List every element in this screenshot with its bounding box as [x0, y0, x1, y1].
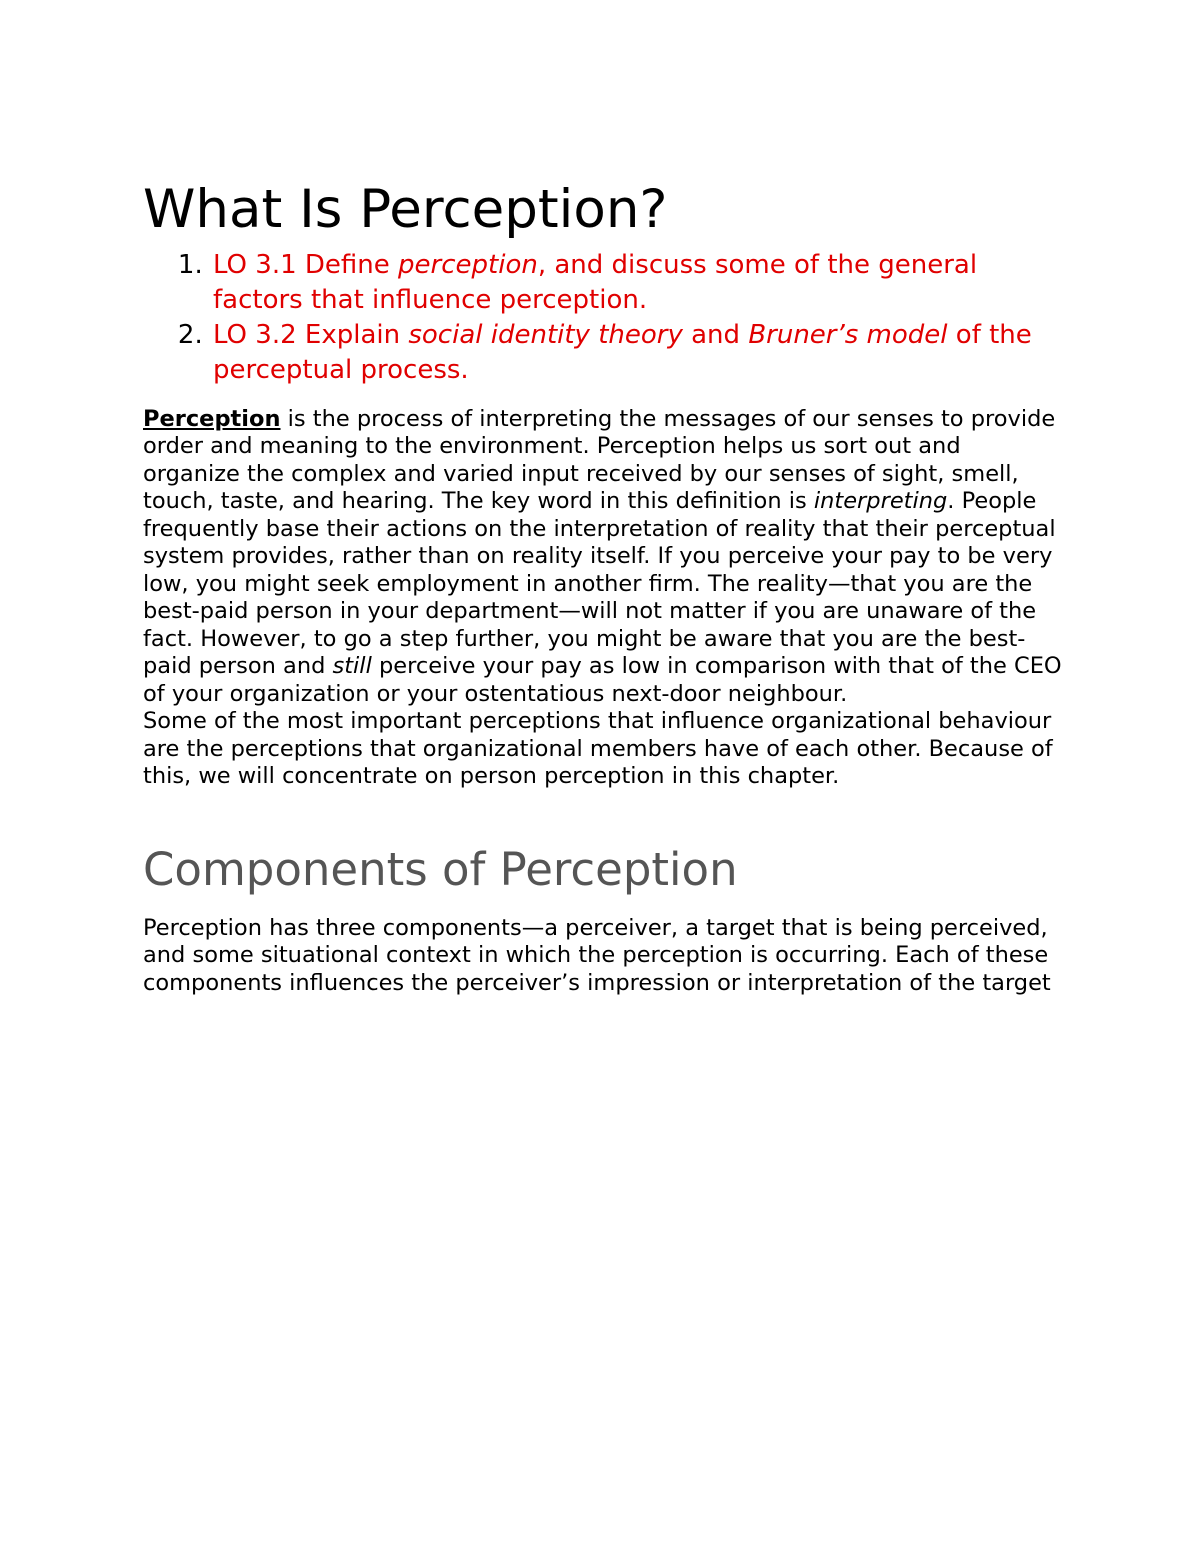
paragraph-text: perceive your pay as low in comparison with that of the CEO of your organization or your ostentatious next-door neighbour.	[143, 653, 1062, 707]
objective-text: , and discuss some of the general factors that influence perception.	[213, 249, 978, 315]
paragraph: Some of the most important perceptions that influence organizational behaviour are the perceptions that organizational members have of each other. Because of this, we will concentrate on person perception in this chapter.	[143, 708, 1053, 790]
objective-text: LO 3.1 Define	[213, 249, 399, 280]
defined-term: Perception	[143, 405, 281, 432]
objective-emphasis: Bruner’s model	[748, 319, 948, 350]
paragraph-text: . People frequently base their actions on the interpretation of reality that their perceptual system provides, rather than on reality itself. If you perceive your pay to be very low, you might seek employment in another firm. The reality—that you are the best-paid person in your department—will not matter if you are unaware of the fact. However, to go a step further, you might be aware that you are the best-paid person and	[143, 488, 1056, 680]
paragraph: Perception has three components—a perceiver, a target that is being perceived, and some situational context in which the perception is occurring. Each of these components influences the perceiver’s impression or interpretation of the target	[143, 914, 1051, 996]
objective-emphasis: social identity theory	[408, 319, 683, 350]
page-title: What Is Perception?	[143, 179, 668, 240]
objective-item	[211, 318, 1063, 388]
learning-objectives-list	[143, 248, 1063, 388]
objective-text: and	[682, 319, 749, 350]
section-heading: Components of Perception	[143, 842, 738, 896]
objective-text: LO 3.2 Explain	[213, 319, 409, 350]
definition-paragraph	[143, 406, 1063, 709]
paragraph-text: is the process of interpreting the messages of our senses to provide order and meaning to the environment. Perception helps us sort out and organize the complex and varied input received by our senses of sight, smell, touch, taste, and hearing. The key word in this definition is	[143, 405, 1056, 515]
document-page	[143, 178, 1063, 997]
objective-emphasis: perception	[398, 249, 538, 280]
emphasis-text: interpreting	[813, 488, 948, 515]
objective-item	[211, 248, 1063, 318]
objective-text: of the perceptual process.	[213, 319, 1032, 385]
emphasis-text: still	[332, 653, 372, 680]
